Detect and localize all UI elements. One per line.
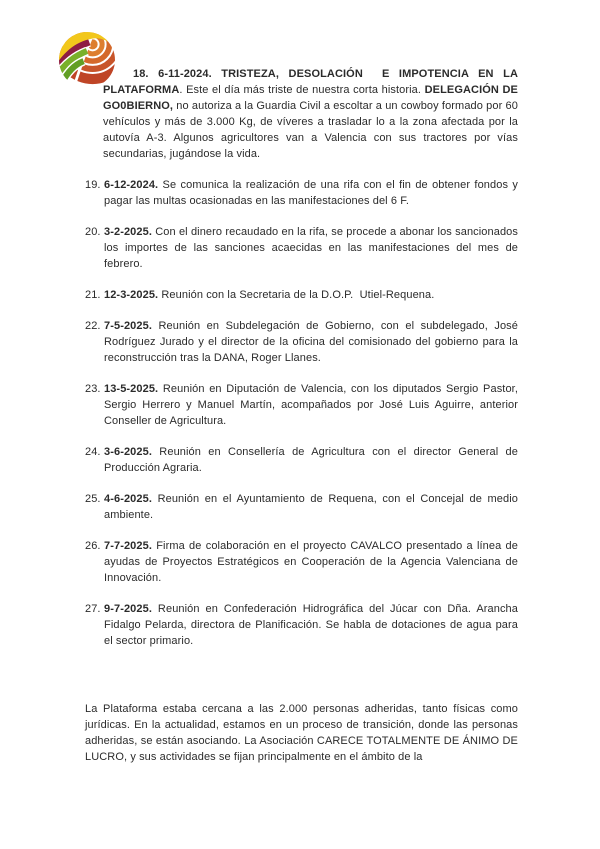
event-list-item [85, 538, 518, 586]
event-list-item [85, 287, 518, 303]
closing-paragraph: La Plataforma estaba cercana a las 2.000 personas adheridas, tanto físicas como jurídicas. En la actualidad, estamos en un proceso de transición, donde las personas adheridas, se están asociando. La Asociación CARECE TOTALMENTE DE ÁNIMO DE LUCRO, y sus actividades se fijan principalmente en el ámbito de la [85, 703, 518, 763]
item-text: Se comunica la realización de una rifa con el fin de obtener fondos y pagar las multas ocasionadas en las manifestaciones del 6 F. [104, 179, 518, 207]
item-number: 20. [85, 226, 101, 238]
event-list-item [85, 177, 518, 209]
event-list-item [85, 381, 518, 429]
item-number: 22. [85, 320, 101, 332]
item-number: 19. [85, 179, 101, 191]
item-date: 13-5-2025. [104, 383, 159, 395]
item-date: 12-3-2025. [104, 289, 159, 301]
item-number: 21. [85, 289, 101, 301]
item-number: 27. [85, 603, 101, 615]
item-text: Reunión en Subdelegación de Gobierno, con el subdelegado, José Rodríguez Jurado y el director de la oficina del comisionado del gobierno para la reconstrucción tras la DANA, Roger Llanes. [104, 320, 518, 364]
item-date: 4-6-2025. [104, 493, 152, 505]
item-text: Reunión en Diputación de Valencia, con los diputados Sergio Pastor, Sergio Herrero y Manuel Martín, acompañados por José Luis Aguirre, anterior Conseller de Agricultura. [104, 383, 518, 427]
event-list-item [85, 224, 518, 272]
item-date: 7-5-2025. [104, 320, 152, 332]
item-date: 3-2-2025. [104, 226, 152, 238]
item-text: Firma de colaboración en el proyecto CAVALCO presentado a línea de ayudas de Proyectos Estratégicos en Cooperación de la Agencia Valenciana de Innovación. [104, 540, 518, 584]
event-list-item [85, 491, 518, 523]
event-list-item [85, 318, 518, 366]
item-number: 23. [85, 383, 101, 395]
item-number: 26. [85, 540, 101, 552]
item-text: Reunión en Confederación Hidrográfica del Júcar con Dña. Arancha Fidalgo Pelarda, directora de Planificación. Se habla de dotaciones de agua para el sector primario. [104, 603, 518, 647]
item-text: Reunión en Consellería de Agricultura con el director General de Producción Agraria. [104, 446, 518, 474]
document-content [85, 66, 518, 765]
event-item-18: 18. 6-11-2024. TRISTEZA, DESOLACIÓN E IMPOTENCIA EN LA PLATAFORMA. Este el día más triste de nuestra corta historia. DELEGACIÓN DE GO0BIERNO, no autoriza a la Guardia Civil a escoltar a un cowboy formado por 60 vehículos y más de 3.000 Kg, de víveres a trasladar lo a la zona afectada por la autovía A-3. Algunos agricultores van a Valencia con sus tractores por vías secundarias, jugándose la vida. [103, 68, 518, 160]
event-list [85, 177, 518, 649]
item-text: Reunión en el Ayuntamiento de Requena, con el Concejal de medio ambiente. [104, 493, 518, 521]
item-date: 7-7-2025. [104, 540, 152, 552]
event-list-item [85, 601, 518, 649]
item-number: 25. [85, 493, 101, 505]
item-date: 6-12-2024. [104, 179, 159, 191]
item-date: 9-7-2025. [104, 603, 152, 615]
item-text: Con el dinero recaudado en la rifa, se procede a abonar los sancionados los importes de las sanciones acaecidas en las manifestaciones del mes de febrero. [104, 226, 518, 270]
event-list-item [85, 444, 518, 476]
item-text: Reunión con la Secretaria de la D.O.P. Utiel-Requena. [158, 289, 435, 301]
item-date: 3-6-2025. [104, 446, 152, 458]
item-number: 24. [85, 446, 101, 458]
